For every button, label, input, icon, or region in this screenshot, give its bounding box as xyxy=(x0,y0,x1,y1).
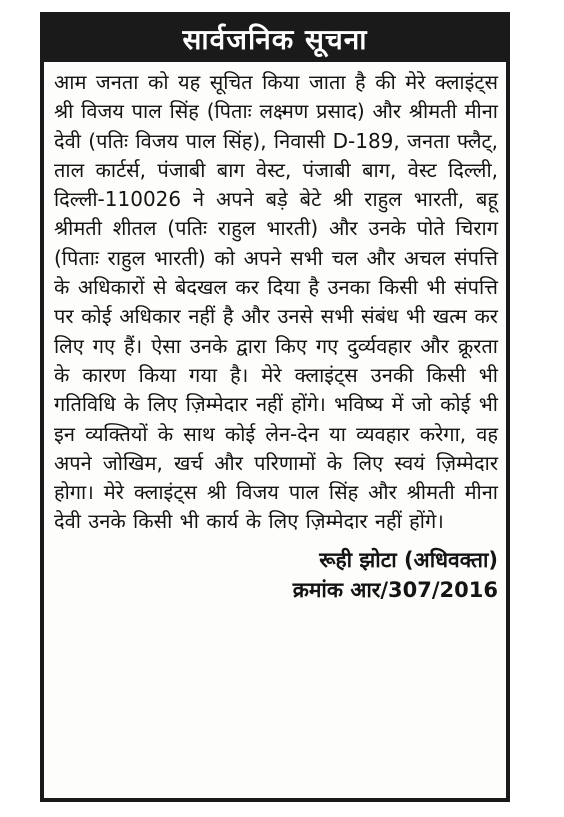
signatory-name: रूही झोटा (अधिवक्ता) xyxy=(319,547,498,572)
reference-number: क्रमांक आर/307/2016 xyxy=(292,577,498,602)
notice-body: आम जनता को यह सूचित किया जाता है की मेरे क्लाइंट्स श्री विजय पाल सिंह (पिताः लक्ष्मण प्रसाद) और श्रीमती मीना देवी (पतिः विजय पाल सिंह), निवासी D-189, जनता फ्लैट्, ताल कार्टर्स, पंजाबी बाग वेस्ट, पंजाबी बाग, वेस्ट दिल्ली, दिल्ली-110026 ने अपने बड़े बेटे श्री राहुल भारती, बहू श्रीमती शीतल (पतिः राहुल भारती) और उनके पोते चिराग (पिताः राहुल भारती) को अपने सभी चल और अचल संपत्ति के अधिकारों से बेदखल कर दिया है उनका किसी भी संपत्ति पर कोई अधिकार नहीं है और उनसे सभी संबंध भी खत्म कर लिए गए हैं। ऐसा उनके द्वारा किए गए दुर्व्यवहार और क्रूरता के कारण किया गया है। मेरे क्लाइंट्स उनकी किसी भी गतिविधि के लिए ज़िम्मेदार नहीं होंगे। भविष्य में जो कोई भी इन व्यक्तियों के साथ कोई लेन-देन या व्यवहार करेगा, वह अपने जोखिम, खर्च और परिणामों के लिए स्वयं ज़िम्मेदार होगा। मेरे क्लाइंट्स श्री विजय पाल सिंह और श्रीमती मीना देवी उनके किसी भी कार्य के लिए ज़िम्मेदार नहीं होंगे। xyxy=(54,70,498,534)
public-notice xyxy=(40,12,510,802)
notice-body-text xyxy=(44,62,506,537)
notice-title: सार्वजनिक सूचना xyxy=(44,16,506,62)
